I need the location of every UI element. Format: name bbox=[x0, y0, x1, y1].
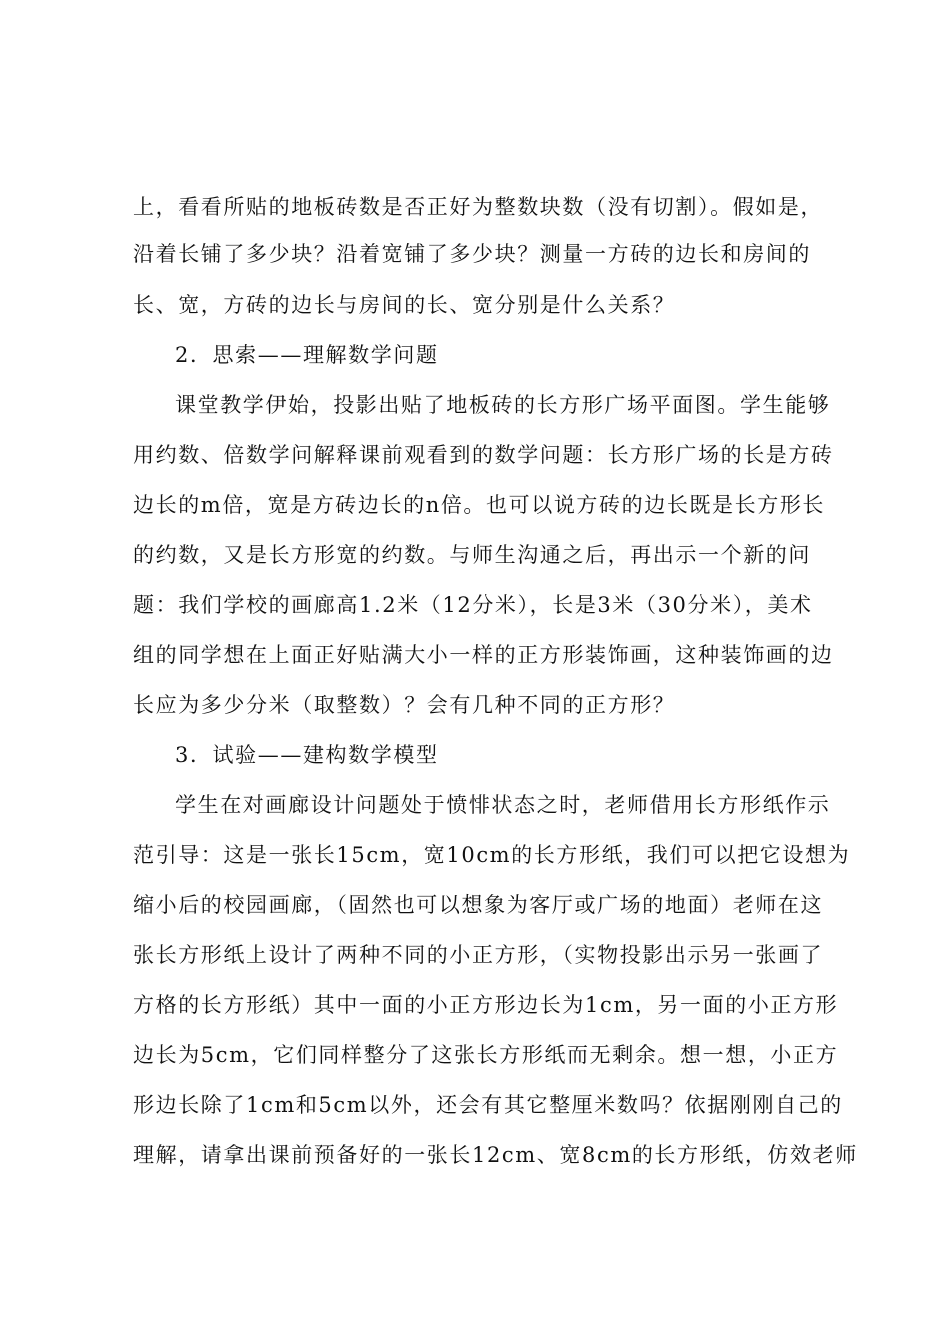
section-heading: 3．试验——建构数学模型 bbox=[175, 743, 439, 767]
body-line: 学生在对画廊设计问题处于愤悱状态之时，老师借用长方形纸作示 bbox=[175, 793, 831, 817]
body-line: 理解，请拿出课前预备好的一张长12cm、宽8cm的长方形纸，仿效老师 bbox=[133, 1143, 858, 1167]
body-line: 沿着长铺了多少块？沿着宽铺了多少块？测量一方砖的边长和房间的 bbox=[133, 242, 811, 266]
body-line: 的约数，又是长方形宽的约数。与师生沟通之后，再出示一个新的问 bbox=[133, 543, 811, 567]
body-line: 形边长除了1cm和5cm以外，还会有其它整厘米数吗？依据刚刚自己的 bbox=[133, 1093, 843, 1117]
body-line: 缩小后的校园画廊，（固然也可以想象为客厅或广场的地面）老师在这 bbox=[133, 893, 824, 917]
body-line: 方格的长方形纸）其中一面的小正方形边长为1cm，另一面的小正方形 bbox=[133, 993, 839, 1017]
body-line: 边长的m倍，宽是方砖边长的n倍。也可以说方砖的边长既是长方形长 bbox=[133, 493, 826, 517]
body-line: 用约数、倍数学问解释课前观看到的数学问题：长方形广场的长是方砖 bbox=[133, 443, 834, 467]
body-line: 边长为5cm，它们同样整分了这张长方形纸而无剩余。想一想，小正方 bbox=[133, 1043, 839, 1067]
body-line: 题：我们学校的画廊高1.2米（12分米），长是3米（30分米），美术 bbox=[133, 593, 813, 617]
body-line: 课堂教学伊始，投影出贴了地板砖的长方形广场平面图。学生能够 bbox=[175, 393, 831, 417]
body-line: 张长方形纸上设计了两种不同的小正方形，（实物投影出示另一张画了 bbox=[133, 943, 824, 967]
body-line: 组的同学想在上面正好贴满大小一样的正方形装饰画，这种装饰画的边 bbox=[133, 643, 834, 667]
body-line: 长应为多少分米（取整数）？会有几种不同的正方形？ bbox=[133, 693, 676, 717]
section-heading: 2．思索——理解数学问题 bbox=[175, 343, 439, 367]
body-line: 范引导：这是一张长15cm，宽10cm的长方形纸，我们可以把它设想为 bbox=[133, 843, 851, 867]
body-line: 长、宽，方砖的边长与房间的长、宽分别是什么关系？ bbox=[133, 293, 676, 317]
body-line: 上，看看所贴的地板砖数是否正好为整数块数（没有切割）。假如是， bbox=[133, 195, 824, 219]
